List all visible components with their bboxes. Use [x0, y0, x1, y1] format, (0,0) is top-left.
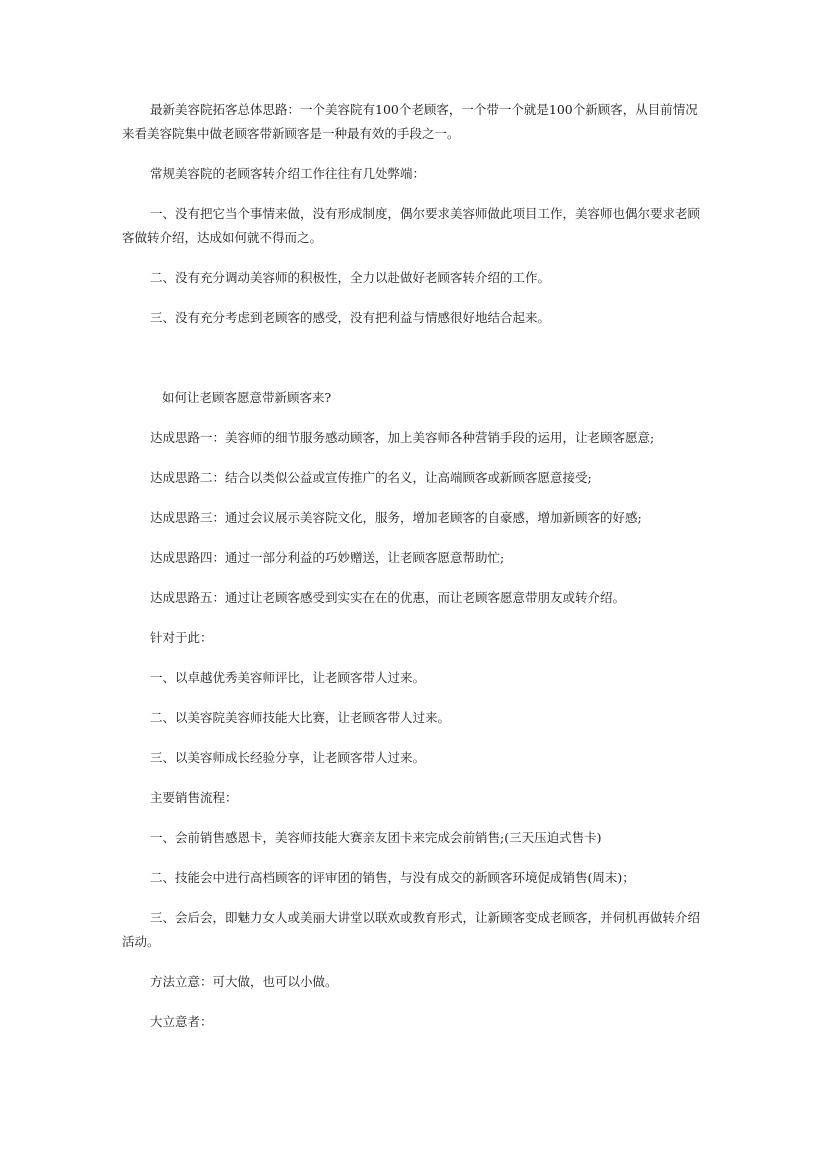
paragraph-big-intent: 大立意者： — [150, 1014, 213, 1029]
paragraph-drawback-1: 一、没有把它当个事情来做，没有形成制度，偶尔要求美容师做此项目工作，美容师也偶尔要求老顾客做转介绍，达成如何就不得而之。 — [122, 206, 701, 245]
paragraph-question: 如何让老顾客愿意带新顾客来? — [162, 390, 332, 405]
paragraph-method-2: 二、以美容院美容师技能大比赛，让老顾客带人过来。 — [150, 710, 451, 725]
paragraph-drawback-3: 三、没有充分考虑到老顾客的感受，没有把利益与情感很好地结合起来。 — [150, 310, 551, 325]
paragraph-sales-step-2: 二、技能会中进行高档顾客的评审团的销售，与没有成交的新顾客环境促成销售(周末)； — [150, 870, 635, 885]
paragraph-approach-3: 达成思路三：通过会议展示美容院文化，服务，增加老顾客的自豪感，增加新顾客的好感; — [150, 510, 642, 525]
paragraph-sales-step-1: 一、会前销售感恩卡，美容师技能大赛亲友团卡来完成会前销售;(三天压迫式售卡) — [150, 830, 602, 845]
paragraph-drawback-2: 二、没有充分调动美容师的积极性，全力以赴做好老顾客转介绍的工作。 — [150, 270, 551, 285]
paragraph-in-response: 针对于此： — [150, 630, 213, 645]
paragraph-method-3: 三、以美容师成长经验分享，让老顾客带人过来。 — [150, 750, 426, 765]
paragraph-drawbacks-heading: 常规美容院的老顾客转介绍工作往往有几处弊端： — [150, 166, 426, 181]
paragraph-approach-1: 达成思路一：美容师的细节服务感动顾客，加上美容师各种营销手段的运用，让老顾客愿意; — [150, 430, 655, 445]
document-page — [122, 98, 707, 1034]
paragraph-sales-step-3: 三、会后会，即魅力女人或美丽大讲堂以联欢或教育形式，让新顾客变成老顾客，并伺机再做转介绍活动。 — [122, 910, 701, 949]
paragraph-approach-4: 达成思路四：通过一部分利益的巧妙赠送，让老顾客愿意帮助忙; — [150, 550, 505, 565]
paragraph-method-1: 一、以卓越优秀美容师评比，让老顾客带人过来。 — [150, 670, 426, 685]
paragraph-method-intent: 方法立意：可大做，也可以小做。 — [150, 974, 338, 989]
paragraph-intro: 最新美容院拓客总体思路：一个美容院有100个老顾客，一个带一个就是100个新顾客，从目前情况来看美容院集中做老顾客带新顾客是一种最有效的手段之一。 — [122, 102, 698, 141]
paragraph-approach-5: 达成思路五：通过让老顾客感受到实实在在的优惠，而让老顾客愿意带朋友或转介绍。 — [150, 590, 626, 605]
paragraph-sales-process-heading: 主要销售流程： — [150, 790, 238, 805]
paragraph-approach-2: 达成思路二：结合以类似公益或宣传推广的名义，让高端顾客或新顾客愿意接受; — [150, 470, 592, 485]
